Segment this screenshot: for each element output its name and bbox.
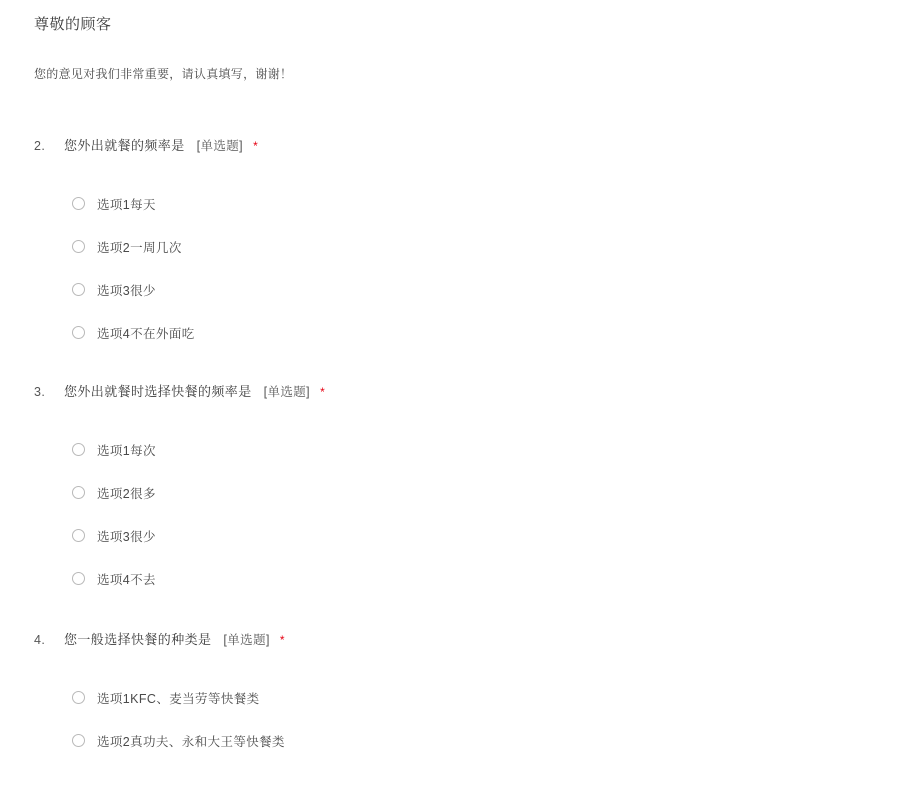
option-row[interactable]: [72, 268, 866, 311]
radio-icon[interactable]: [72, 734, 85, 747]
question-text: 您外出就餐的频率是: [64, 138, 185, 153]
question-type-label: [单选题]: [263, 385, 311, 399]
option-row[interactable]: [72, 514, 866, 557]
option-row[interactable]: [72, 719, 866, 762]
question-index: 2.: [34, 139, 46, 153]
required-marker: *: [279, 633, 285, 647]
question-header: [34, 382, 866, 402]
option-row[interactable]: [72, 428, 866, 471]
radio-icon[interactable]: [72, 486, 85, 499]
option-label: 选项1KFC、麦当劳等快餐类: [97, 691, 260, 706]
question-item: [0, 382, 900, 600]
survey-header: [0, 0, 900, 84]
question-item: [0, 630, 900, 762]
option-row[interactable]: [72, 676, 866, 719]
option-label: 选项4不在外面吃: [97, 326, 195, 341]
option-label: 选项2一周几次: [97, 240, 182, 255]
question-header: [34, 630, 866, 650]
option-list: [34, 182, 866, 354]
page-title: 尊敬的顾客: [34, 16, 112, 33]
option-row[interactable]: [72, 182, 866, 225]
option-row[interactable]: [72, 311, 866, 354]
option-row[interactable]: [72, 225, 866, 268]
radio-icon[interactable]: [72, 572, 85, 585]
radio-icon[interactable]: [72, 240, 85, 253]
radio-icon[interactable]: [72, 691, 85, 704]
option-label: 选项4不去: [97, 572, 156, 587]
question-type-label: [单选题]: [223, 633, 270, 647]
required-marker: *: [320, 385, 326, 399]
option-label: 选项2很多: [97, 486, 156, 501]
option-list: [34, 676, 866, 762]
survey-description: 您的意见对我们非常重要，请认真填写，谢谢！: [34, 67, 293, 81]
radio-icon[interactable]: [72, 529, 85, 542]
question-index: 4.: [34, 633, 46, 647]
question-text: 您一般选择快餐的种类是: [64, 632, 212, 647]
option-list: [34, 428, 866, 600]
question-item: [0, 136, 900, 354]
radio-icon[interactable]: [72, 326, 85, 339]
option-row[interactable]: [72, 557, 866, 600]
radio-icon[interactable]: [72, 443, 85, 456]
radio-icon[interactable]: [72, 283, 85, 296]
option-row[interactable]: [72, 471, 866, 514]
required-marker: *: [253, 139, 259, 153]
question-index: 3.: [34, 385, 46, 399]
option-label: 选项1每次: [97, 443, 156, 458]
radio-icon[interactable]: [72, 197, 85, 210]
option-label: 选项1每天: [97, 197, 156, 212]
question-text: 您外出就餐时选择快餐的频率是: [64, 384, 252, 399]
option-label: 选项2真功夫、永和大王等快餐类: [97, 734, 285, 749]
question-header: [34, 136, 866, 156]
option-label: 选项3很少: [97, 283, 156, 298]
question-type-label: [单选题]: [196, 139, 244, 153]
question-list: [0, 136, 900, 762]
option-label: 选项3很少: [97, 529, 156, 544]
